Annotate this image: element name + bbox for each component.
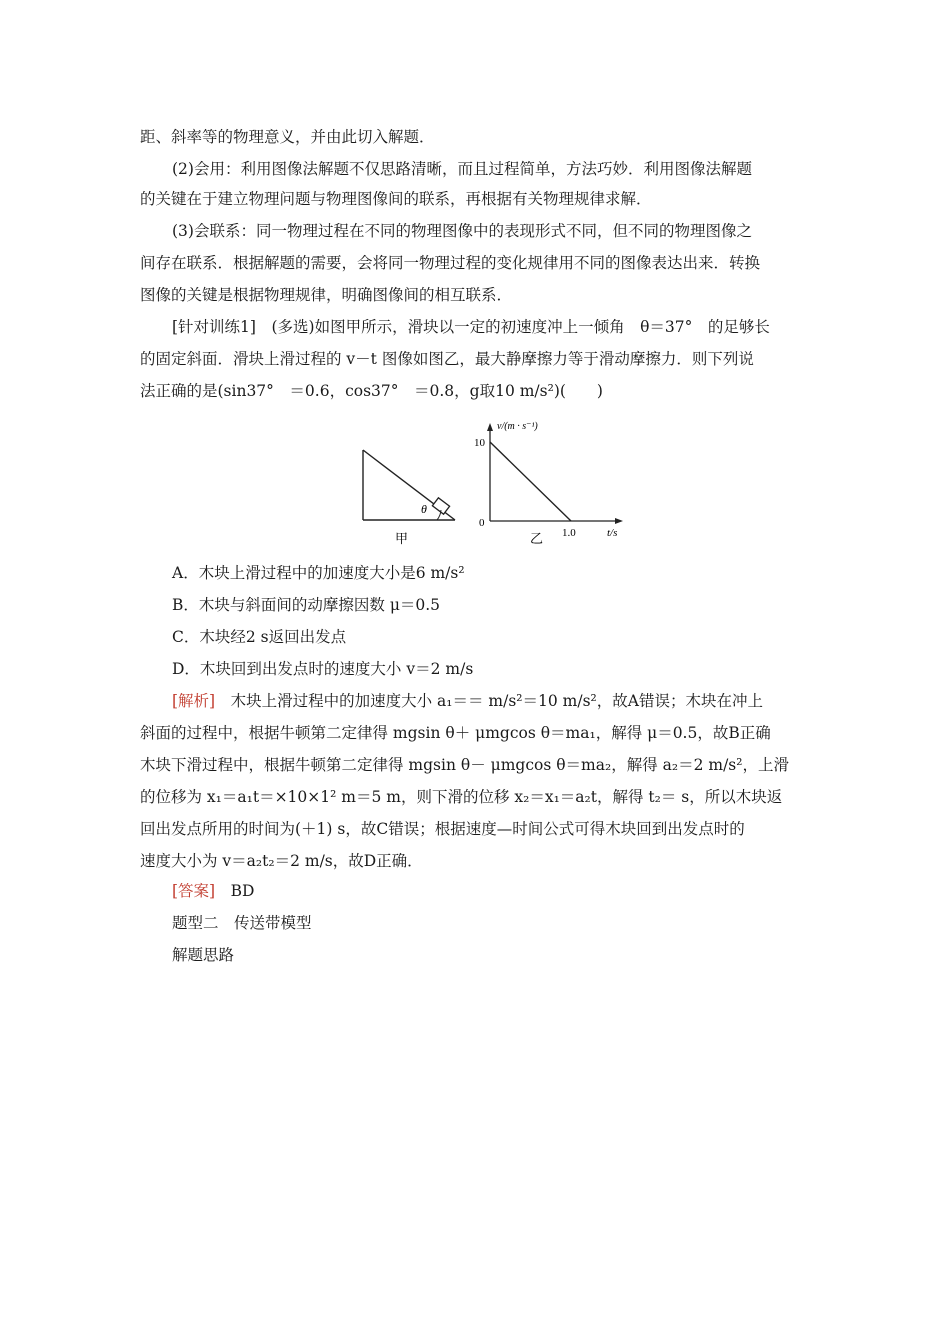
answer-line (172, 881, 254, 901)
analysis-text: 木块上滑过程中的加速度大小 a₁＝＝ m/s²＝10 m/s²，故A错误；木块在冲上 (215, 692, 763, 710)
problem-line: 法正确的是(sin37° ＝0.6，cos37° ＝0.8，g取10 m/s²)( ) (140, 382, 603, 400)
origin-label: 0 (479, 517, 485, 529)
option-c: C．木块经2 s返回出发点 (172, 628, 347, 646)
incline-figure (363, 450, 455, 546)
analysis-tag: [解析] (172, 692, 216, 710)
section-subtitle: 解题思路 (172, 946, 235, 964)
series-line (490, 442, 571, 521)
problem-text: (多选)如图甲所示，滑块以一定的初速度冲上一倾角 θ＝37° 的足够长 (255, 318, 770, 336)
option-d: D．木块回到出发点时的速度大小 v＝2 m/s (172, 660, 474, 678)
analysis-line: 斜面的过程中，根据牛顿第二定律得 mgsin θ＋ μmgcos θ＝ma₁，解得 μ＝0.5，故B正确 (140, 724, 771, 742)
theta-label: θ (421, 502, 427, 516)
text-line: 图像的关键是根据物理规律，明确图像间的相互联系． (140, 286, 513, 304)
text-line: (2)会用：利用图像法解题不仅思路清晰，而且过程简单，方法巧妙．利用图像法解题 (172, 160, 752, 178)
text-line: 间存在联系．根据解题的需要，会将同一物理过程的变化规律用不同的图像表达出来．转换 (140, 254, 761, 272)
analysis-line: 木块下滑过程中，根据牛顿第二定律得 mgsin θ－ μmgcos θ＝ma₂，解得 a₂＝2 m/s²，上滑 (140, 756, 789, 774)
x-axis-label: t/s (607, 527, 618, 539)
right-caption: 乙 (530, 531, 544, 546)
x-tick-label: 1.0 (562, 527, 576, 539)
analysis-line: 的位移为 x₁＝a₁t＝×10×1² m＝5 m，则下滑的位移 x₂＝x₁＝a₂t，解得 t₂＝ s，所以木块返 (140, 788, 783, 806)
y-tick-label: 10 (474, 437, 485, 449)
x-axis-arrow (615, 518, 623, 524)
answer-tag: [答案] (172, 882, 216, 900)
y-axis-arrow (487, 423, 493, 431)
option-b: B．木块与斜面间的动摩擦因数 μ＝0.5 (172, 596, 441, 614)
left-caption: 甲 (395, 531, 409, 546)
text-line: 距、斜率等的物理意义，并由此切入解题． (140, 128, 435, 146)
analysis-line (172, 691, 763, 711)
text-line: 的关键在于建立物理问题与物理图像间的联系，再根据有关物理规律求解． (140, 190, 652, 208)
analysis-line: 回出发点所用的时间为(＋1) s，故C错误；根据速度—时间公式可得木块回到出发点时的 (140, 820, 745, 838)
problem-line: 的固定斜面．滑块上滑过程的 v－t 图像如图乙，最大静摩擦力等于滑动摩擦力．则下列说 (140, 350, 754, 368)
problem-line (172, 317, 770, 337)
section-title: 题型二 传送带模型 (172, 914, 312, 932)
y-axis-label: v/(m · s⁻¹) (497, 421, 538, 432)
option-a: A．木块上滑过程中的加速度大小是6 m/s² (172, 564, 465, 582)
analysis-line: 速度大小为 v＝a₂t₂＝2 m/s，故D正确． (140, 852, 423, 870)
vt-graph (474, 421, 623, 546)
figure (0, 415, 950, 555)
problem-tag: [针对训练1] (172, 318, 256, 336)
answer-value: BD (215, 882, 255, 900)
text-line: (3)会联系：同一物理过程在不同的物理图像中的表现形式不同，但不同的物理图像之 (172, 222, 752, 240)
